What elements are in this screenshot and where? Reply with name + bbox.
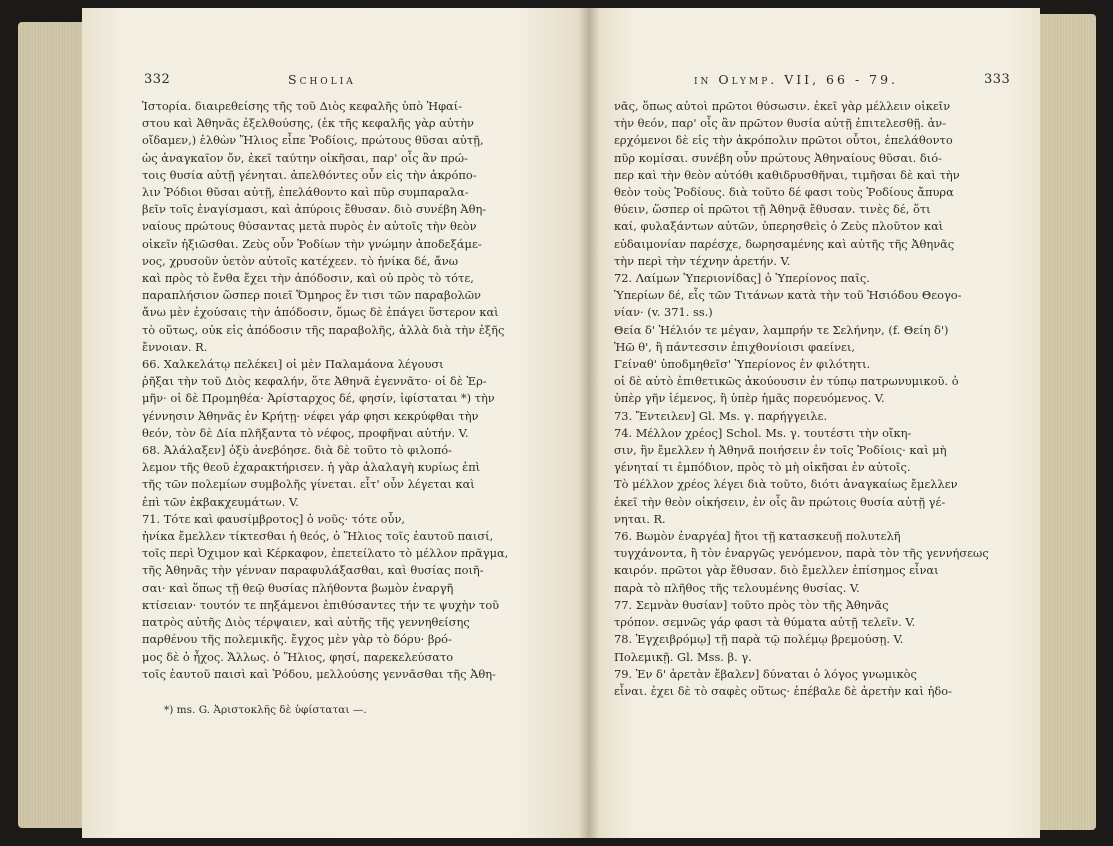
text-line: τοις θυσία αὐτῇ γένηται. ἀπελθόντες οὖν εἰς τὴν ἀκρόπο- <box>142 167 477 182</box>
left-text-column <box>142 98 558 683</box>
text-line: παραπλήσιον ὥσπερ ποιεῖ Ὅμηρος ἔν τισι τῶν παραβολῶν <box>142 288 481 303</box>
text-line: τὴν θεόν, παρ' οἷς ἂν πρῶτον θυσία αὐτῇ ἐπιτελεσθῇ. ἀν- <box>614 116 947 131</box>
right-page-stack <box>1036 14 1096 830</box>
gutter <box>578 8 600 838</box>
text-line: πῦρ κομίσαι. συνέβη οὖν πρώτους Ἀθηναίους θῦσαι. διό- <box>614 150 942 165</box>
text-line: βεῖν τοῖς ἐναγίσμασι, καὶ ἀπύροις ἔθυσαν. διὸ συνέβη Ἀθη- <box>142 202 487 217</box>
text-line: Ὑπερίων δέ, εἷς τῶν Τιτάνων κατὰ τὴν τοῦ Ἡσιόδου Θεογο- <box>614 288 962 303</box>
text-line: Θεία δ' Ἠέλιόν τε μέγαν, λαμπρήν τε Σελήνην, (f. Θείη δ') <box>614 322 949 337</box>
text-line: οἱ δὲ αὐτὸ ἐπιθετικῶς ἀκούουσιν ἐν τύπῳ πατρωνυμικοῦ. ὁ <box>614 374 959 389</box>
right-page <box>588 8 1040 838</box>
text-line: Γείναθ' ὑποδμηθεῖσ' Ὑπερίονος ἐν φιλότητι. <box>614 357 871 372</box>
text-line: γένηταί τι ἐμπόδιον, πρὸς τὸ μὴ οἰκῆσαι ἐν αὐτοῖς. <box>614 460 911 475</box>
text-line: σιν, ἣν ἔμελλεν ἡ Ἀθηνᾶ ποιήσειν ἐν τοῖς Ῥοδίοις· καὶ μὴ <box>614 443 947 458</box>
text-line: θεὸν τοὺς Ῥοδίους. διὰ τοῦτο δέ φασι τοὺς Ῥοδίους ἄπυρα <box>614 185 954 200</box>
text-line: ὡς ἀναγκαῖον ὄν, ἐκεῖ ταύτην οἰκῆσαι, παρ' οἷς ἂν πρώ- <box>142 150 468 165</box>
text-line: σαι· καὶ ὅπως τῇ θεῷ θυσίας πλήθοντα βωμὸν ἐναργῆ <box>142 580 454 595</box>
text-line: τυγχάνοντα, ἢ τὸν ἐναργῶς γενόμενον, παρὰ τὸν τῆς γεννήσεως <box>614 546 989 561</box>
text-line: Τὸ μέλλον χρέος λέγει διὰ τοῦτο, διότι ἀναγκαίως ἔμελλεν <box>614 477 958 492</box>
text-line: οἴδαμεν,) ἐλθὼν Ἥλιος εἶπε Ῥοδίοις, πρώτους θῦσαι αὐτῇ, <box>142 133 484 148</box>
text-line: ναίους πρώτους θύσαντας μετὰ πυρὸς ἐν αὐτοῖς τὴν θεὸν <box>142 219 477 234</box>
left-page <box>82 8 588 838</box>
text-line: περ καὶ τὴν θεὸν αὐτόθι καθιδρυσθῆναι, τιμῆσαι δὲ καὶ τὴν <box>614 167 960 182</box>
text-line: νος, χρυσοῦν ὑετὸν αὐτοῖς κατέχεεν. τὸ ἡνίκα δέ, ἄνω <box>142 253 459 268</box>
text-line: παρθένου τῆς πολεμικῆς. ἔγχος μὲν γὰρ τὸ δόρυ· βρό- <box>142 632 452 647</box>
text-line: στου καὶ Ἀθηνᾶς ἐξελθούσης, (ἐκ τῆς κεφαλῆς γὰρ αὐτὴν <box>142 116 474 131</box>
text-line: ἡνίκα ἔμελλεν τίκτεσθαι ἡ θεός, ὁ Ἥλιος τοῖς ἑαυτοῦ παισί, <box>142 529 494 544</box>
text-line: οἰκεῖν ἠξιῶσθαι. Ζεὺς οὖν Ῥοδίων τὴν γνώμην ἀποδεξάμε- <box>142 236 482 251</box>
text-line: 74. Μέλλον χρέος] Schol. Ms. γ. τουτέστι τὴν οἴκη- <box>614 425 912 440</box>
text-line: ἐπὶ τῶν ἐκβακχευμάτων. V. <box>142 494 299 509</box>
text-line: λιν Ῥόδιοι θῦσαι αὐτῇ, ἐπελάθοντο καὶ πῦρ συμπαραλα- <box>142 185 469 200</box>
text-line: 76. Βωμὸν ἐναργέα] ἤτοι τῇ κατασκευῇ πολυτελῆ <box>614 529 901 544</box>
page-number: 332 <box>144 72 171 87</box>
text-line: 78. Ἐγχειβρόμῳ] τῇ παρὰ τῷ πολέμῳ βρεμούσῃ. V. <box>614 632 904 647</box>
text-line: 73. Ἔντειλεν] Gl. Ms. γ. παρήγγειλε. <box>614 408 828 423</box>
text-line: παρὰ τὸ πλῆθος τῆς τελουμένης θυσίας. V. <box>614 580 860 595</box>
text-line: καί, φυλαξάντων αὐτῶν, ὑπερησθεὶς ὁ Ζεὺς πλοῦτον καὶ <box>614 219 944 234</box>
text-line: ἄνω μὲν ἐχούσαις τὴν ἀπόδοσιν, ὅμως δὲ ἐπάγει ὕστερον καὶ <box>142 305 499 320</box>
text-line: κτίσειαν· τουτόν τε πηξάμενοι ἐπιθύσαντες τήν τε ψυχὴν τοῦ <box>142 597 500 612</box>
text-line: λεμον τῆς θεοῦ ἐχαρακτήρισεν. ἡ γὰρ ἀλαλαγὴ κυρίως ἐπὶ <box>142 460 481 475</box>
text-line: τοῖς ἑαυτοῦ παισὶ καὶ Ῥόδου, μελλούσης γεννᾶσθαι τῆς Ἀθη- <box>142 666 496 681</box>
text-line: γέννησιν Ἀθηνᾶς ἐν Κρήτῃ· νέφει γάρ φησι κεκρύφθαι τὴν <box>142 408 479 423</box>
text-line: νηται. R. <box>614 511 666 526</box>
text-line: Πολεμικῇ. Gl. Mss. β. γ. <box>614 649 752 664</box>
text-line: νᾶς, ὅπως αὐτοὶ πρῶτοι θύσωσιν. ἐκεῖ γὰρ μέλλειν οἰκεῖν <box>614 99 951 113</box>
text-line: θεόν, τὸν δὲ Δία πλῆξαντα τὸ νέφος, προφῆναι αὐτήν. V. <box>142 425 469 440</box>
text-line: ἐκεῖ τὴν θεὸν οἰκήσειν, ἐν οἷς ἂν πρώτοις θυσία αὐτῇ γέ- <box>614 494 946 509</box>
text-line: τοῖς περὶ Ὀχιμον καὶ Κέρκαφον, ἐπετείλατο τὸ μέλλον πρᾶγμα, <box>142 546 509 561</box>
text-line: εὐδαιμονίαν παρέσχε, δωρησαμένης καὶ αὐτῆς τῆς Ἀθηνᾶς <box>614 236 955 251</box>
text-line: 68. Ἀλάλαξεν] ὀξὺ ἀνεβόησε. διὰ δὲ τοῦτο τὸ φιλοπό- <box>142 443 452 458</box>
text-line: 71. Τότε καὶ φαυσίμβροτος] ὁ νοῦς· τότε οὖν, <box>142 511 406 526</box>
footnote: *) ms. G. Ἀριστοκλῆς δὲ ὑφίσταται —. <box>164 704 367 716</box>
text-line: Ἱστορία. διαιρεθείσης τῆς τοῦ Διὸς κεφαλῆς ὑπὸ Ἡφαί- <box>142 99 463 113</box>
text-line: 72. Λαίμων Ὑπεριονίδας] ὁ Ὑπερίονος παῖς. <box>614 271 870 286</box>
text-line: 66. Χαλκελάτῳ πελέκει] οἱ μὲν Παλαμάονα λέγουσι <box>142 357 444 372</box>
text-line: ῥῆξαι τὴν τοῦ Διὸς κεφαλήν, ὅτε Ἀθηνᾶ ἐγεννᾶτο· οἱ δὲ Ἑρ- <box>142 374 487 389</box>
text-line: νίαν· (v. 371. ss.) <box>614 305 713 320</box>
text-line: τῆς τῶν πολεμίων συμβολῆς γίνεται. εἶτ' οὖν λέγεται καὶ <box>142 477 475 492</box>
text-line: καὶ πρὸς τὸ ἔνθα ἔχει τὴν ἀπόδοσιν, καὶ οὐ πρὸς τὸ τότε, <box>142 271 474 286</box>
page-number: 333 <box>984 72 1011 87</box>
text-line: τῆς Ἀθηνᾶς τὴν γένναν παραφυλάξασθαι, καὶ θυσίας ποιῆ- <box>142 563 484 578</box>
text-line: μῆν· οἱ δὲ Προμηθέα· Ἀρίσταρχος δέ, φησίν, ἱφίσταται *) τὴν <box>142 391 495 406</box>
text-line: Ἠῶ θ', ἣ πάντεσσιν ἐπιχθονίοισι φαείνει, <box>614 339 856 354</box>
right-text-column <box>614 98 1014 700</box>
text-line: 77. Σεμνὰν θυσίαν] τοῦτο πρὸς τὸν τῆς Ἀθηνᾶς <box>614 597 889 612</box>
text-line: ερχόμενοι δὲ εἰς τὴν ἀκρόπολιν πρῶτοι οὗτοι, ἐπελάθοντο <box>614 133 953 148</box>
text-line: τὸ οὕτως, οὐκ εἰς ἀπόδοσιν τῆς παραβολῆς, ἀλλὰ διὰ τὴν ἐξῆς <box>142 322 505 337</box>
text-line: θύειν, ὥσπερ οἱ πρῶτοι τῇ Ἀθηνᾷ ἔθυσαν. τινὲς δέ, ὅτι <box>614 202 931 217</box>
text-line: τὴν περὶ τὴν τέχνην ἀρετήν. V. <box>614 253 791 268</box>
text-line: μος δὲ ὁ ἦχος. Ἄλλως. ὁ Ἥλιος, φησί, παρεκελεύσατο <box>142 649 454 664</box>
text-line: εἶναι. ἐχει δὲ τὸ σαφὲς οὕτως· ἐπέβαλε δὲ ἀρετὴν καὶ ἡδο- <box>614 683 952 698</box>
text-line: ἔννοιαν. R. <box>142 339 208 354</box>
text-line: 79. Ἐν δ' ἀρετὰν ἔβαλεν] δύναται ὁ λόγος γνωμικὸς <box>614 666 917 681</box>
text-line: τρόπον. σεμνῶς γάρ φασι τὰ θύματα αὐτῇ τελεῖν. V. <box>614 615 916 630</box>
text-line: πατρὸς αὐτῆς Διὸς τέρψαιεν, καὶ αὐτῆς τῆς γεννηθείσης <box>142 615 470 630</box>
running-head: Scholia <box>288 72 356 87</box>
text-line: ὑπὲρ γῆν ἱέμενος, ἢ ὑπὲρ ἡμᾶς πορευόμενος. V. <box>614 391 885 406</box>
text-line: καιρόν. πρῶτοι γὰρ ἔθυσαν. διὸ ἔμελλεν ἐπίσημος εἶναι <box>614 563 939 578</box>
open-book <box>18 8 1096 838</box>
running-head: in Olymp. VII, 66 - 79. <box>694 72 899 87</box>
